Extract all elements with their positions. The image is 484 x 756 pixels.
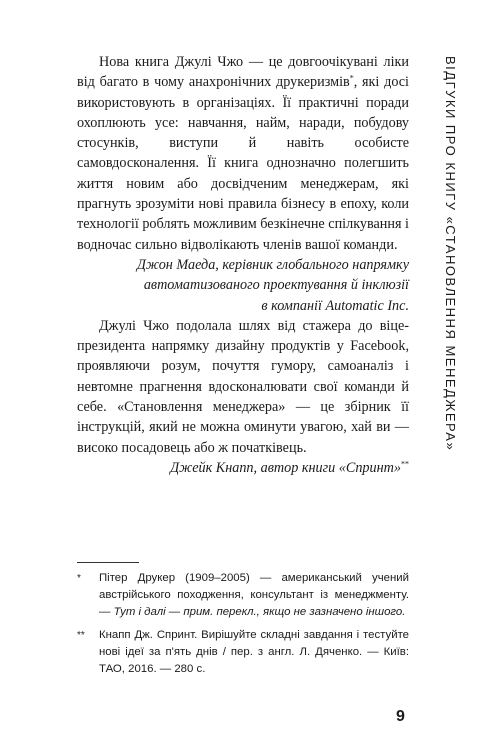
review-1-text-part2: , які досі використовують в організаціях. Її практичні поради охоплюють усе: навчання, найм, наради, побудову стосунків, виступи й навіть особисте самовдосконалення. Її книга однозначно полегшить життя новим або досвідченим менеджерам, які прагнуть зрозуміти нові правила бізнесу в епоху, коли технології роблять можливим безкінечне спілкування і водночас сильно відволікають членів вашої команди. xyxy=(77,74,410,253)
footnote-1 xyxy=(77,570,409,621)
running-header-text: ВІДГУКИ ПРО КНИГУ «СТАНОВЛЕННЯ МЕНЕДЖЕРА» xyxy=(443,56,458,452)
footnote-2 xyxy=(77,627,409,678)
footnotes xyxy=(77,570,409,684)
footnote-2-text: Кнапп Дж. Спринт. Вирішуйте складні завдання і тестуйте нові ідеї за п'ять днів / пер. з англ. Л. Дяченко. — Київ: ТАО, 2016. — 280 с. xyxy=(99,629,409,675)
footnote-1-italic-note: Тут і далі — прим. перекл., якщо не зазначено іншого. xyxy=(113,606,406,618)
page-number: 9 xyxy=(396,708,405,725)
footnote-divider xyxy=(77,562,139,563)
footnote-ref-2: ** xyxy=(401,459,409,469)
page-body xyxy=(77,52,409,478)
review-2-attribution-text: Джейк Кнапп, автор книги «Спринт» xyxy=(170,459,401,476)
review-1-text xyxy=(77,52,409,255)
review-1-text-part1: Нова книга Джулі Чжо — це довгоочікувані ліки від багато в чому анахронічних друкеризмів xyxy=(77,54,409,91)
footnote-2-mark: ** xyxy=(77,630,85,641)
review-2-text: Джулі Чжо подолала шлях від стажера до віце-президента напрямку дизайну продуктів у Facebook, проявляючи розум, почуття гумору, самоаналіз і невтомне прагнення вдосконалювати свої команди й себе. «Становлення менеджера» — це збірник її інструкцій, який не можна оминути увагою, хай ви — високо посадовець або ж початківець. xyxy=(77,317,409,456)
review-1-attribution-line1: Джон Маеда, керівник глобального напрямку xyxy=(136,256,409,273)
footnote-1-text xyxy=(99,570,409,621)
review-2-attribution xyxy=(77,458,409,478)
review-1-attribution-line2: автоматизованого проектування й інклюзії xyxy=(143,277,409,294)
review-1-attribution xyxy=(77,255,409,316)
footnote-1-body: Пітер Друкер (1909–2005) — американський учений австрійського походження, консультант із менеджменту. — xyxy=(99,572,409,618)
footnote-ref-1: * xyxy=(349,73,354,83)
review-1-attribution-line3: в компанії Automatic Inc. xyxy=(261,297,409,314)
footnote-1-mark: * xyxy=(77,573,81,584)
